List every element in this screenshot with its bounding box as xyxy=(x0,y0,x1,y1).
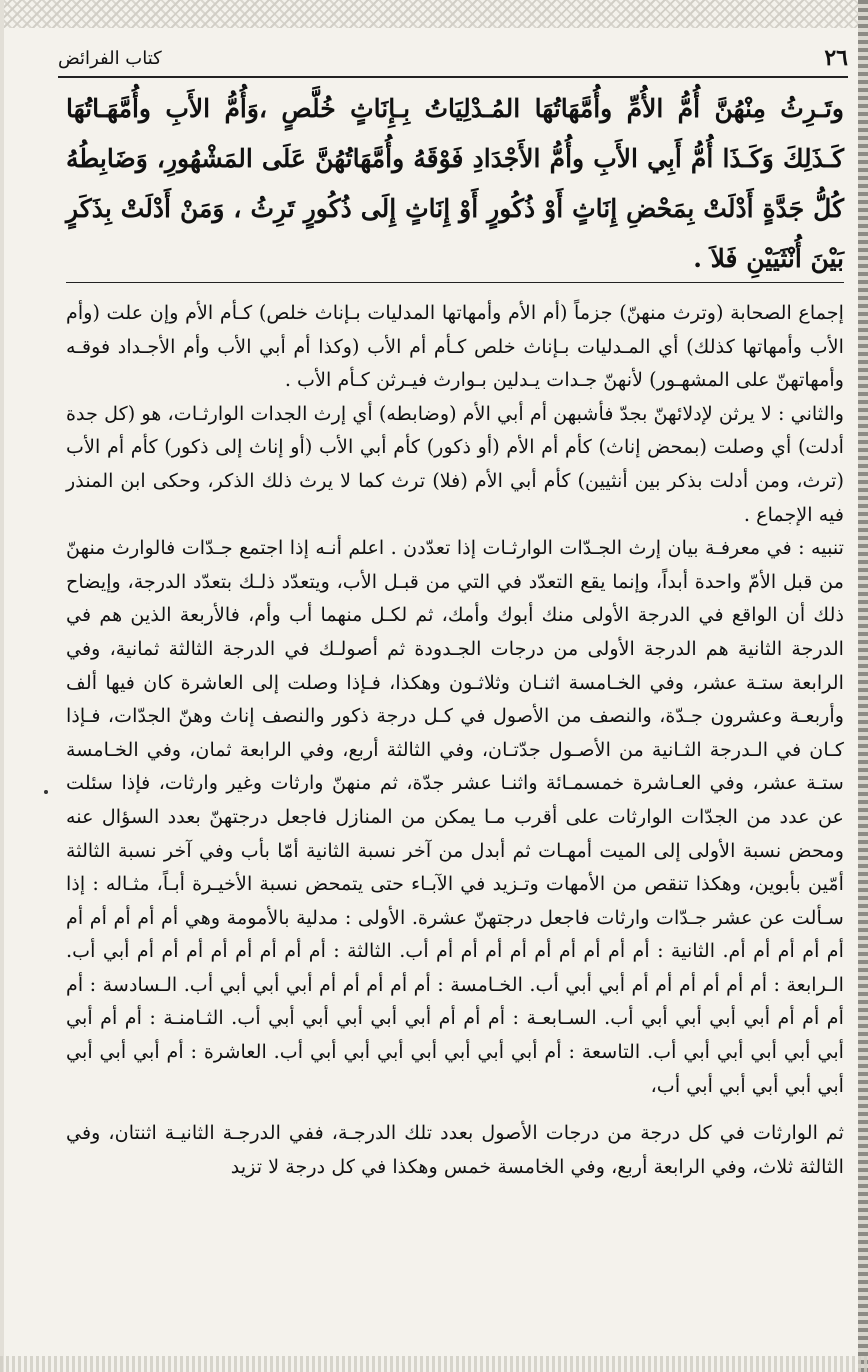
commentary-paragraph: تنبيه : في معرفـة بيان إرث الجـدّات الوارثـات إذا تعدّدن . اعلم أنـه إذا اجتمع جـدّات فالوارث منهنّ من قبل الأمّ واحدة أبداً، وإنما يقع التعدّد في التي من قبـل الأب، ويتعدّد ذلـك بتعدّد الدرجة، وإيضاح ذلك أن الواقع في الدرجة الأولى منك أبوك وأمك، ثم لكـل منهما أب وأم، فالأربعة الذين هم في الدرجة الثانية هم الدرجة الأولى من درجات الجـدودة ثم أصولـك في الدرجة الثالثة ثمانية، وفي الرابعة ستـة عشر، وفي الخـامسة اثنـان وثلاثـون وهكذا، فـإذا وصلت إلى العاشرة كان فيها ألف وأربعـة وعشرون جـدّة، والنصف من الأصول في كـل درجة ذكور والنصف إناث وهنّ الجدّات، فـإذا كـان في الـدرجة الثـانية من الأصـول جدّتـان، وفي الثالثة أربع، وفي الرابعة ثمان، وفي الخـامسة ستـة عشر، وفي العـاشرة خمسمـائة واثنـا عشر جدّة، ثم منهنّ وارثات وغير وارثات، فإذا سئلت عن عدد من الجدّات الوارثات على أقرب مـا يمكن من المنازل فاجعل درجتهنّ بعدد السؤال عنه ومحض نسبة الأولى إلى الميت أمهـات ثم أبدل من آخر نسبة الثانية أمّا بأب وفي آخر نسبة الثالثة أمّين بأبوين، وهكذا تنقص من الأمهات وتـزيد في الآبـاء حتى يتمحض نسبة الأخيـرة أبـاً، مثـاله : إذا سـألت عن عشر جـدّات وارثات فاجعل درجتهنّ عشرة. الأولى : مدلية بالأمومة وهي أم أم أم أم أم أم أم أم أم أم. الثانية : أم أم أم أم أم أم أم أم أم أب. الثالثة : أم أم أم أم أم أم أم أم أبي أب. الـرابعة : أم أم أم أم أم أم أبي أبي أب. الخـامسة : أم أم أم أم أم أبي أبي أبي أب. الـسادسة : أم أم أم أم أبي أبي أبي أبي أب. السـابعـة : أم أم أم أبي أبي أبي أبي أبي أب. الثـامنـة : أم أم أبي أبي أبي أبي أبي أبي أب. التاسعة : أم أبي أبي أبي أبي أبي أبي أبي أب. العاشرة : أم أبي أبي أبي أبي أبي أبي أبي أبي أب، xyxy=(66,536,844,1097)
page-header xyxy=(58,40,848,78)
page-number: ٢٦ xyxy=(824,45,848,71)
right-page-edge xyxy=(858,0,868,1372)
commentary-paragraph: ثم الوارثات في كل درجة من درجات الأصول بعدد تلك الدرجـة، ففي الدرجـة الثانيـة اثنتان، وفي الثالثة ثلاث، وفي الرابعة أربع، وفي الخامسة خمس وهكذا في كل درجة لا تزيد xyxy=(66,1121,844,1178)
running-title: كتاب الفرائض xyxy=(58,47,162,69)
text-separator-rule xyxy=(66,282,844,283)
bottom-ornament-border xyxy=(0,1356,868,1372)
margin-dot xyxy=(44,790,48,794)
commentary-paragraph: والثاني : لا يرثن لإدلائهنّ بجدّ فأشبهن أم أبي الأم (وضابطه) أي إرث الجدات الوارثـات، هو (كل جدة أدلت) أي وصلت (بمحض إناث) كأم أم الأم (أو ذكور) كأم أبي الأب (أو إناث إلى ذكور) كأم أم الأب (ترث، ومن أدلت بذكر بين أنثيين) كأم أبي الأم (فلا) ترث كما لا يرث ذلك الذكر، وحكى ابن المنذر فيه الإجماع . xyxy=(66,401,844,526)
top-ornament-border xyxy=(0,0,868,28)
sharh-commentary xyxy=(66,296,844,1183)
commentary-paragraph: إجماع الصحابة (وترث منهنّ) جزماً (أم الأم وأمهاتها المدليات بـإناث خلص) كـأم الأم وإن علت (وأم الأب وأمهاتها كذلك) أي المـدليات بـإناث خلص كـأم أم الأب (وكذا أم أبي الأب وأم الأجـداد فوقـه وأمهاتهنّ على المشهـور) لأنهنّ جـدات يـدلين بـوارث فيـرثن كـأم الأب . xyxy=(66,301,844,392)
left-page-edge xyxy=(0,0,4,1372)
matn-text: وتَـرِثُ مِنْهُنَّ أُمُّ الأُمِّ وأُمَّهَاتُهَا المُـدْلِيَاتُ بِـإِنَاثٍ خُلَّصٍ ،وَأُمُّ الأَبِ وأُمَّهَـاتُهَا كَـذَلِكَ وَكَـذَا أُمُّ أَبِي الأَبِ وأُمُّ الأَجْدَادِ فَوْقَهُ وأُمَّهَاتُهُنَّ عَلَى المَشْهُورِ، وَضَابِطُهُ كُلُّ جَدَّةٍ أَدْلَتْ بِمَحْضِ إِنَاثٍ أَوْ ذُكُورٍ أَوْ إِنَاثٍ إِلَى ذُكُورٍ تَرِثُ ، وَمَنْ أَدْلَتْ بِذَكَرٍ بَيْنَ أُنْثَيَيْنِ فَلاَ . xyxy=(66,94,844,273)
